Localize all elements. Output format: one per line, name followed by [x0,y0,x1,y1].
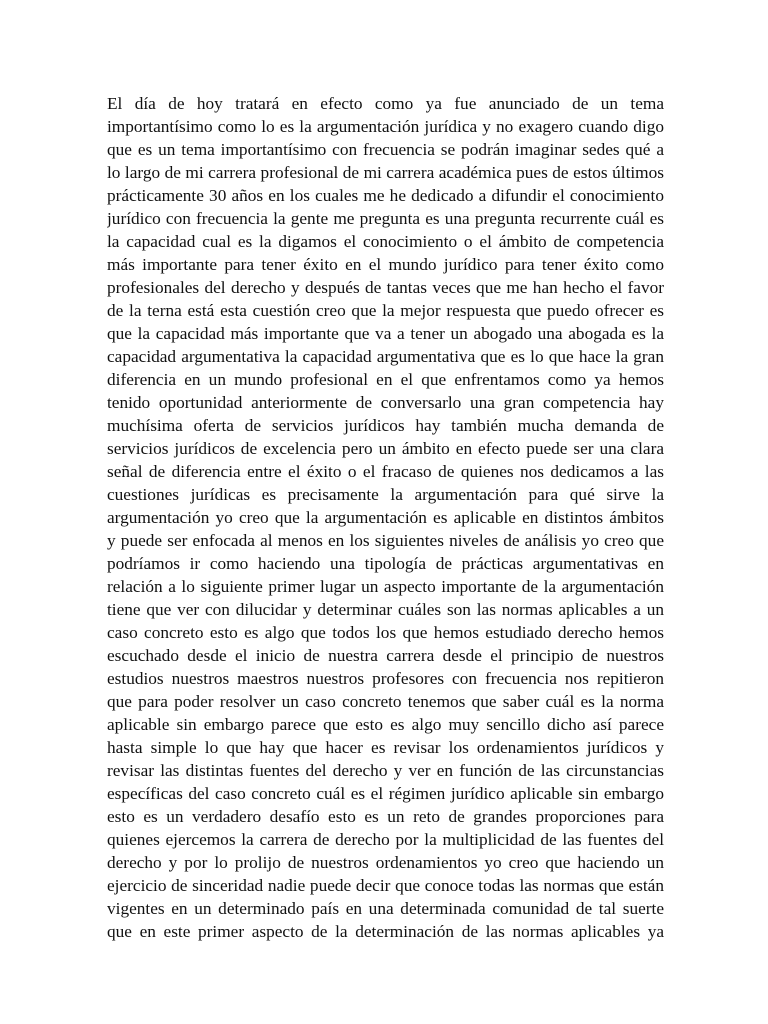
text-line: argumentación yo creo que la argumentación es aplicable en distintos ámbitos [107,508,664,527]
text-line: escuchado desde el inicio de nuestra carrera desde el principio de nuestros [107,646,664,665]
text-line: aplicable sin embargo parece que esto es algo muy sencillo dicho así parece [107,715,664,734]
text-line: profesionales del derecho y después de tantas veces que me han hecho el favor [107,278,664,297]
text-line: diferencia en un mundo profesional en el que enfrentamos como ya hemos [107,370,664,389]
text-line: prácticamente 30 años en los cuales me he dedicado a difundir el conocimiento [107,186,664,205]
text-line: que es un tema importantísimo con frecuencia se podrán imaginar sedes qué a [107,140,664,159]
text-line: que la capacidad más importante que va a tener un abogado una abogada es la [107,324,664,343]
text-line: que en este primer aspecto de la determinación de las normas aplicables ya [107,922,664,941]
document-page [107,92,664,943]
text-line: El día de hoy tratará en efecto como ya fue anunciado de un tema [107,94,664,113]
text-line: quienes ejercemos la carrera de derecho por la multiplicidad de las fuentes del [107,830,664,849]
text-line: capacidad argumentativa la capacidad argumentativa que es lo que hace la gran [107,347,664,366]
text-line: estudios nuestros maestros nuestros profesores con frecuencia nos repitieron [107,669,664,688]
text-line: revisar las distintas fuentes del derecho y ver en función de las circunstancias [107,761,664,780]
text-line: jurídico con frecuencia la gente me pregunta es una pregunta recurrente cuál es [107,209,664,228]
text-line: lo largo de mi carrera profesional de mi carrera académica pues de estos últimos [107,163,664,182]
text-line: la capacidad cual es la digamos el conocimiento o el ámbito de competencia [107,232,664,251]
text-line: derecho y por lo prolijo de nuestros ordenamientos yo creo que haciendo un [107,853,664,872]
text-line: tiene que ver con dilucidar y determinar cuáles son las normas aplicables a un [107,600,664,619]
text-line: podríamos ir como haciendo una tipología de prácticas argumentativas en [107,554,664,573]
text-line: ejercicio de sinceridad nadie puede decir que conoce todas las normas que están [107,876,664,895]
text-line: y puede ser enfocada al menos en los siguientes niveles de análisis yo creo que [107,531,664,550]
text-line: servicios jurídicos de excelencia pero un ámbito en efecto puede ser una clara [107,439,664,458]
text-line: específicas del caso concreto cuál es el régimen jurídico aplicable sin embargo [107,784,664,803]
text-line: hasta simple lo que hay que hacer es revisar los ordenamientos jurídicos y [107,738,664,757]
text-line: muchísima oferta de servicios jurídicos hay también mucha demanda de [107,416,664,435]
text-line: esto es un verdadero desafío esto es un reto de grandes proporciones para [107,807,664,826]
text-line: vigentes en un determinado país en una determinada comunidad de tal suerte [107,899,664,918]
text-line: importantísimo como lo es la argumentación jurídica y no exagero cuando digo [107,117,664,136]
text-line: que para poder resolver un caso concreto tenemos que saber cuál es la norma [107,692,664,711]
text-line: tenido oportunidad anteriormente de conversarlo una gran competencia hay [107,393,664,412]
text-line: de la terna está esta cuestión creo que la mejor respuesta que puedo ofrecer es [107,301,664,320]
text-line: señal de diferencia entre el éxito o el fracaso de quienes nos dedicamos a las [107,462,664,481]
text-line: relación a lo siguiente primer lugar un aspecto importante de la argumentación [107,577,664,596]
text-line: más importante para tener éxito en el mundo jurídico para tener éxito como [107,255,664,274]
text-line: cuestiones jurídicas es precisamente la argumentación para qué sirve la [107,485,664,504]
text-line: caso concreto esto es algo que todos los que hemos estudiado derecho hemos [107,623,664,642]
body-paragraph [107,92,664,943]
